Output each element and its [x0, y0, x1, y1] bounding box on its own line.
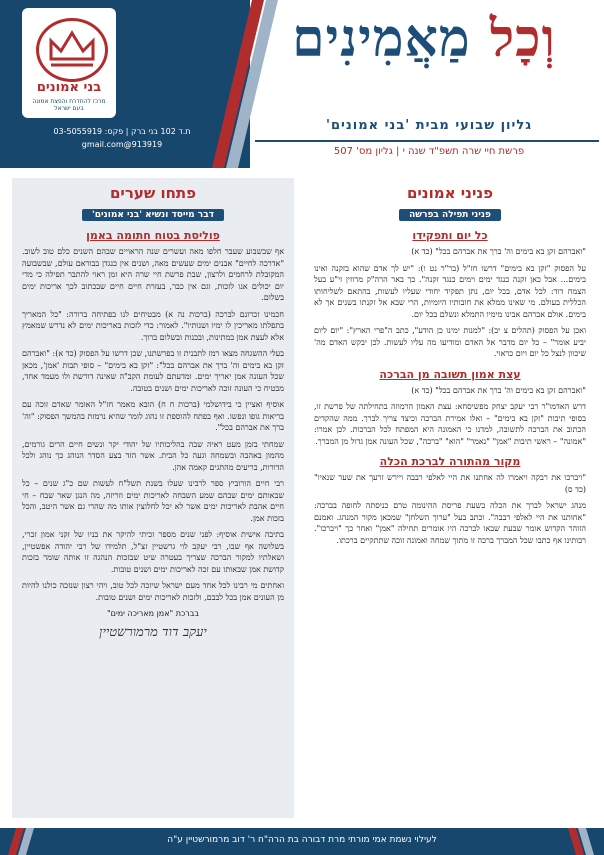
article-paragraph: שמחתי בזמן מעט ראיה שבה בהליכותיו של יהודי יקר ונשים חיים הרים גורמים, מהמון באהבה ובשמחה וגעה כל הבית. אשר הזד בצע הסדר הנוהג כך נוהג ולכל הדורות, בריעים מהתגים קאמה אהן. — [22, 439, 284, 472]
section-heading: כל יום ותפקידו — [412, 229, 488, 242]
logo-name: בני אמונים — [36, 80, 102, 95]
right-column-header — [304, 184, 596, 221]
left-column-title: פתחו שערים — [109, 184, 197, 202]
section-paragraph: דרש האדמו"ר רבי יעקב יצחק מפשיסחא: עצת האמון הרמוזה בתחילתה של פרשת זו, בסופי תיבות "זקן בא בימים" – ואלו אמירת הברכה וכיצד צריך לברך. ממה שהקדים הכתוב את הברכה לתשובה, למדנו כי האמונה היא המפתח לכל הברכות. לכן אמרו: "אמונה" – ראשי תיבות "אמן" "נאמר" "הוא" "ברכה", שכל העונה אמן גדול מן המברך. — [314, 402, 586, 446]
logo-tagline: מרכז להחדרת והפצת אמונה בעם ישראל — [32, 98, 106, 112]
section-paragraph: "ויברכו את רבקה ויאמרו לה אחתנו את היי לאלפי רבבה ויירש זרעך את שער שנאיו" (כד ס) — [314, 473, 586, 494]
footer-dedication-bar — [0, 828, 604, 855]
section-paragraph: מנהג ישראל לברך את הכלה בשעת פריסת ההינומה טרם כניסתה לחופה בברכה: "אחותנו את היי לאלפי רבבה". וכתב בעל "ערוך השלחן" שמכאן מקור המנהג. ואמנם הזוהר הקדוש אומר שבעת שבאו לברכה היו אומרים תחילה "אמן" ואחר כך "ויברכו". רבותינו אף כתבו שכל המברך ברכה זו מתוך שמחה ואמונה זוכה שתתקיים ברכתו. — [314, 501, 586, 545]
footer-stripes-right — [558, 828, 598, 855]
logo — [22, 8, 116, 118]
title-word-2: מַאֲמִינִים — [292, 8, 471, 69]
article-paragraph: בעלי ההשגחה מצאו רמז לתבנית זו בפרשתנו, שכן דרשו על הפסוק (כד א): "ואברהם זקן בא בימים וה' ברך את אברהם בכל": "זקן בא בימים" – סופי תבות 'אמן', מכאן שכל העונה אמן יאריך ימים. ומדעתם לעומת הקב"ה שאינה דורשת ולו מעמד אחד, מבטיח כי העונה זוכה לאריכות ימים ושנים בטובה. — [22, 349, 284, 393]
contact-address: ת.ד 102 בני ברק | פקס: 03-5055919 — [53, 127, 191, 136]
dedication-text: לעילוי נשמת אמי מורתי מרת דבורה בת הרה"ח ר' דוב מרמורשטיין ע"ה — [167, 835, 437, 845]
contact-info — [6, 125, 238, 151]
section-paragraph: על הפסוק "זקן בא בימים" דרשו חז"ל (בר"ר נט ו): "יש לך אדם שהוא בזקנה ואינו בימים... אבל כאן זקנה כנגד ימים וימים כנגד זקנה". כך באר הרה"ק מרוזין זי"ע בעל הצמח דוד: לכל אדם, בכל יום, נתן תפקיד יחודי שעליו לעשות, בהתאם לשליחותו הכללית בעולם. מי שאינו ממלא את חובותיו היומיות, הרי שבא אל זקנתו בשנים אך לא בימים. אולם אברהם אבינו מימיו התמלא ונשלם בכל יום. — [314, 263, 586, 319]
crown-icon — [36, 18, 108, 82]
right-column-title: פניני אמונים — [406, 184, 494, 202]
issue-info: פרשת חיי שרה תשפ"ד שנה י | גליון מס' 507 — [333, 146, 525, 157]
article-paragraph: בתיבה אישית אוסיף: לפני שנים מספר זכיתי להיקר את בניו של זקני אמון זכרי, בשלושה אף שבו, רבי יעקב לוי גרשטיין זצ"ל, תלמידו של רבי יהודה אפשטיין, ושאלתיו למקור הברכה שצריך בעטרה שיט שבזכות הנהגה זו אותה שומר בזכות קדושת אמן שבאותו עם זכה לאריכות ימים ושנים טובות. — [22, 530, 284, 574]
column-pninei-emunim — [304, 178, 596, 818]
article-paragraph: חכמינו זכרונם לברכה (ברכות נה א) מבטיחים לנו בפתיחה ברורה: "כל המאריך בתפלתו מאריכין לו ימיו ושנותיו". לאמור: כדי לזכות באריכות ימים לא נדרש שמאמץ אלא לעצת אמן במתינות, ובכנות ובשלום ברוך. — [22, 309, 284, 342]
right-column-subtitle: פניני תפילה בפרשה — [399, 209, 501, 221]
title-word-1: וְכָל — [489, 8, 556, 69]
column-pitchu-shearim — [12, 178, 294, 818]
section-heading: מקור מהתורה לברכת הכלה — [379, 455, 521, 468]
newsletter-title — [250, 8, 598, 69]
section-heading: עצת אמון תשובה מן הברכה — [379, 367, 521, 381]
section-paragraph: ואכן על הפסוק (תהלים צ יב): "למנות ימינו כן הודע", כתב ה"פרי הארץ": "יום ליום יביע אומר" – כל יום מדבר אל האדם ומודיעו מה עליו לעשות. לכן יבקש האדם מה' שיכוון לנצל כל יום ויום כראוי. — [314, 326, 586, 358]
crown-shape — [39, 21, 105, 79]
article-paragraph: אף שבשבוע שעבר חלפו מאה ועשרים שנה הראויים שבהם השנים כלם טוב לשוב. "אדרכה לחיים" אבנים ימים שעשים מאה, ושנים אין כנגדן בבוראם עולם, שבשבועה המקובלת לרחמים ולרצון, שבת פרשת חיי שרה היא זמן ראוי להתבר תפילה כי מדי יום יכולים אנו לזכות, וגם אין כבר, בעזרת חיים חיים שבכתוב לכך אריכות ימים בשלום. — [22, 247, 284, 302]
left-column-header — [12, 184, 294, 221]
section-paragraph: "ואברהם זקן בא בימים וה' ברך את אברהם בכל" (כד א) — [411, 247, 586, 256]
article-paragraph: ואחתים מי רבינו לכל אחד מעם ישראל שיזכה לכל טוב, ויהי רצון שנזכה כולנו להיות מן העונים אמן בכל לבבם, ולזכות לאריכות ימים ושנים טובות. — [22, 581, 284, 602]
author-signature: יעקב דוד מרמורשטיין — [99, 625, 207, 640]
article-heading: פוליסת בטוח חתומה באמן — [86, 229, 220, 242]
section-paragraph: "ואברהם זקן בא בימים וה' ברך את אברהם בכל" (כד א) — [411, 385, 586, 395]
article-paragraph: אוסיף ואציין כי בידושלמי (ברכות ח ח) הובא מאמר חז"ל האומר שאדם זוכה עם בריאות גופו ונפשו. ואף בפתח להוספת זו נהוג לומר שהיא נרמזת בהמשך הפסוק: "וה' ברך את אברהם בכל". — [22, 400, 284, 432]
left-column-subtitle: דבר מייסד ונשיא 'בני אמונים' — [82, 209, 224, 221]
masthead — [0, 0, 604, 170]
closing-blessing: בברכת "אמן מאריכה ימים" — [106, 609, 200, 618]
contact-email: 913919@gmail.com — [81, 140, 163, 149]
article-paragraph: רבי חיים הורוביץ ספר לרבינו שעלו בשנת תשל"ח לעשות שם כ"ג שנים – כל שבאותם ימים שבהם שמע השבחה לאריכות ימים וזריזה, מה הנגן שאר שבח – חי חיים אהבת לאריכות ימים אשר לא יכל לחלוצין אותו מה שהרי גם אשר היטב, והכל בזכות אמן. — [22, 479, 284, 523]
masthead-divider — [255, 140, 599, 142]
newsletter-subtitle: גליון שבועי מבית 'בני אמונים' — [325, 118, 533, 133]
